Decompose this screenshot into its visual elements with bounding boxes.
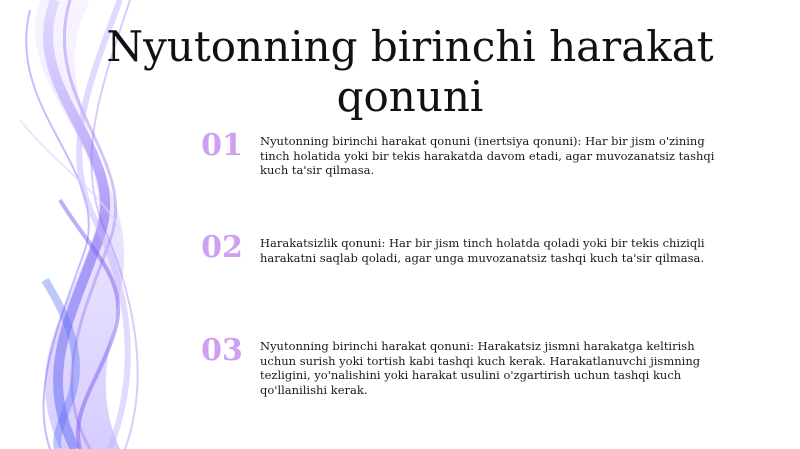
list-item (196, 333, 736, 429)
item-number: 03 (201, 333, 243, 368)
slide-title: Nyutonning birinchi harakat qonuni (106, 22, 714, 121)
item-text: Nyutonning birinchi harakat qonuni (inertsiya qonuni): Har bir jism o'zining tinch holatida yoki bir tekis harakatda davom etadi, agar muvozanatsiz tashqi kuch ta'sir qilmasa. (260, 134, 715, 177)
item-number: 01 (201, 128, 243, 163)
item-number: 02 (201, 230, 243, 265)
list-item (196, 128, 736, 224)
list-item (196, 230, 736, 326)
item-text: Nyutonning birinchi harakat qonuni: Harakatsiz jismni harakatga keltirish uchun surish yoki tortish kabi tashqi kuch kerak. Harakatlanuvchi jismning tezligini, yo'nalishini yoki harakat usulini o'zgartirish uchun tashqi kuch qo'llanilishi kerak. (260, 339, 701, 397)
item-text: Harakatsizlik qonuni: Har bir jism tinch holatda qoladi yoki bir tekis chiziqli harakatni saqlab qoladi, agar unga muvozanatsiz tashqi kuch ta'sir qilmasa. (260, 236, 705, 265)
